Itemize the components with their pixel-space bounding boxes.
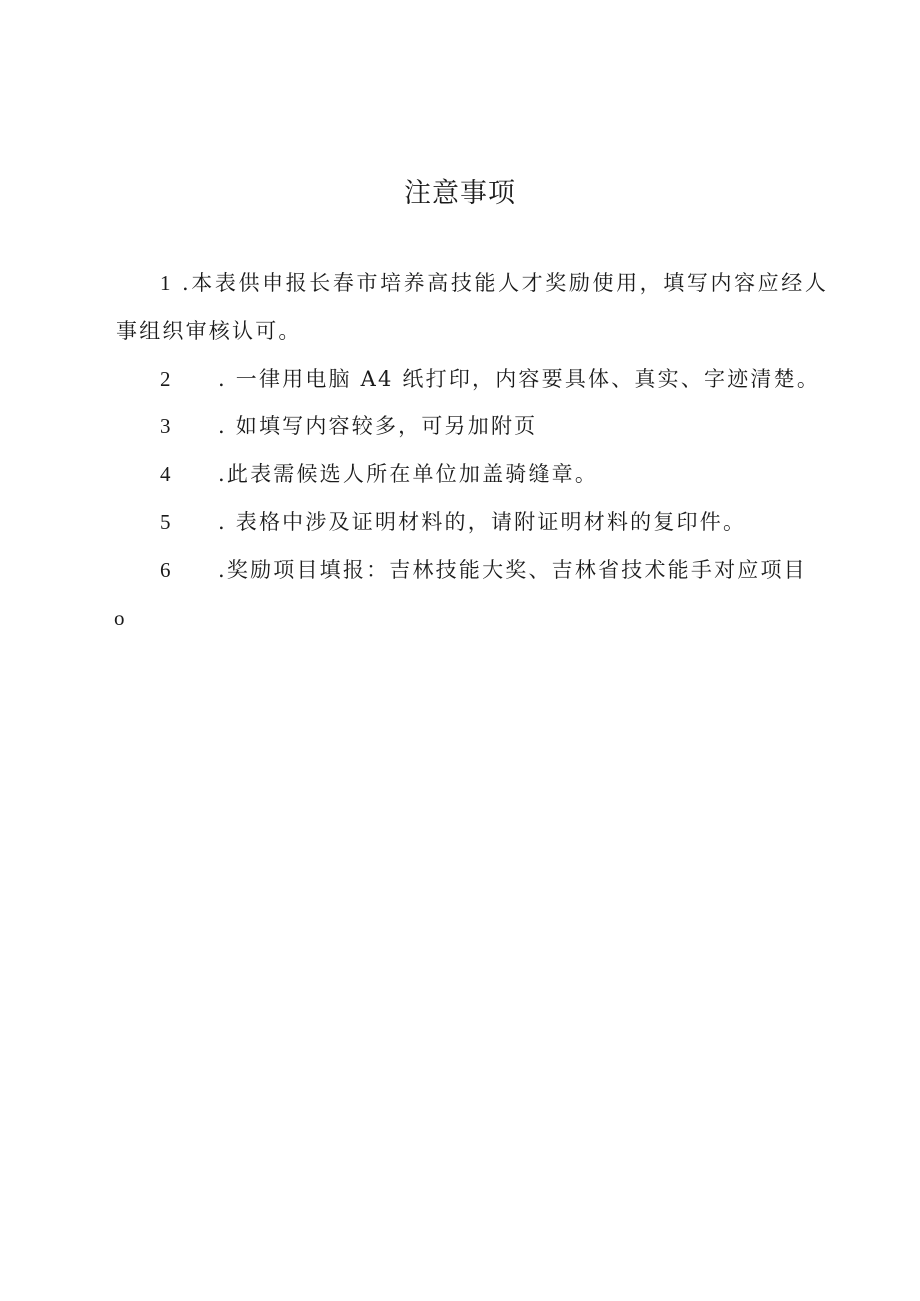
item-number: 2	[160, 367, 173, 391]
item-continuation: 事组织审核认可。	[116, 319, 302, 343]
item-number: 5	[160, 510, 173, 534]
item-continuation: o	[114, 606, 127, 630]
item-text: . 如填写内容较多，可另加附页	[218, 414, 538, 438]
item-number: 1	[160, 271, 173, 295]
item-number: 6	[160, 558, 173, 582]
item-number: 4	[160, 462, 173, 486]
page-title: 注意事项	[404, 178, 516, 209]
item-text: . 表格中涉及证明材料的，请附证明材料的复印件。	[218, 510, 747, 534]
item-number: 3	[160, 414, 173, 438]
item-text: .奖励项目填报：吉林技能大奖、吉林省技术能手对应项目	[218, 558, 807, 582]
item-text: .本表供申报长春市培养高技能人才奖励使用，填写内容应经人	[182, 271, 829, 295]
item-text: .此表需候选人所在单位加盖骑缝章。	[218, 462, 599, 486]
item-text: . 一律用电脑 A4 纸打印，内容要具体、真实、字迹清楚。	[218, 367, 821, 391]
